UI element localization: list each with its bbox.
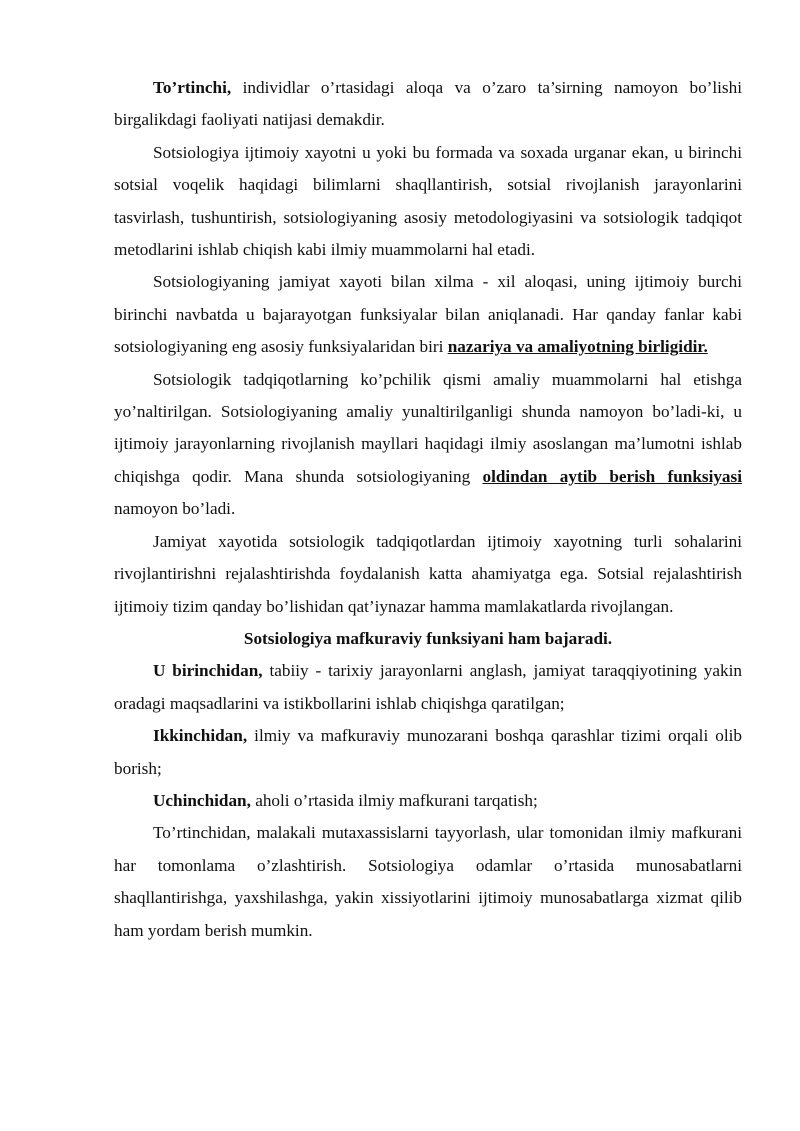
section-heading: Sotsiologiya mafkuraviy funksiyani ham bajaradi. (243, 628, 613, 648)
list-paragraph-2 (114, 720, 742, 785)
list-paragraph-2-text: ilmiy va mafkuraviy munozarani boshqa qarashlar tizimi orqali olib borish; (114, 726, 742, 778)
list-paragraph-3-text: aholi o’rtasida ilmiy mafkurani tarqatish; (250, 790, 538, 810)
list-paragraph-3 (114, 785, 742, 817)
paragraph-3-text: Sotsiologiyaning jamiyat xayoti bilan xilma - xil aloqasi, uning ijtimoiy burchi birinchi navbatda u bajarayotgan funksiyalar bilan aniqlanadi. Har qanday fanlar kabi sotsiologiyaning eng asosiy funksiyalaridan biri (114, 272, 742, 357)
list-paragraph-1 (114, 655, 742, 720)
list-paragraph-2-lead: Ikkinchidan, (153, 726, 248, 746)
paragraph-4-text: Sotsiologik tadqiqotlarning ko’pchilik qismi amaliy muammolarni hal etishga yo’naltirilgan. Sotsiologiyaning amaliy yunaltirilganligi shunda namoyon bo’ladi-ki, u ijtimoiy jarayonlarning rivojlanish mayllari haqidagi ilmiy asoslangan ma’lumotni ishlab chiqishga qodir. Mana shunda sotsiologiyaning (114, 369, 742, 486)
paragraph-1-lead: To’rtinchi, (153, 78, 232, 97)
paragraph-2-text: Sotsiologiya ijtimoiy xayotni u yoki bu formada va soxada urganar ekan, u birinchi sotsial voqelik haqidagi bilimlarni shaqllantirish, sotsial rivojlanish jarayonlarini tasvirlash, tushuntirish, sotsiologiyaning asosiy metodologiyasini va sotsiologik tadqiqot metodlarini ishlab chiqish kabi ilmiy muammolarni hal etadi. (114, 142, 742, 260)
paragraph-2 (114, 137, 742, 267)
list-paragraph-1-text: tabiiy - tarixiy jarayonlarni anglash, jamiyat taraqqiyotining yakin oradagi maqsadlarini va istikbollarini ishlab chiqishga qaratilgan; (114, 661, 742, 713)
paragraph-1 (114, 72, 742, 137)
list-paragraph-1-lead: U birinchidan, (153, 661, 263, 681)
list-paragraph-3-lead: Uchinchidan, (153, 790, 251, 810)
paragraph-4 (114, 364, 742, 526)
list-paragraph-4-text: To’rtinchidan, malakali mutaxassislarni tayyorlash, ular tomonidan ilmiy mafkurani har tomonlama o’zlashtirish. Sotsiologiya odamlar o’rtasida munosabatlarni shaqllantirishga, yaxshilashga, yakin xissiyotlarini ijtimoiy munosabatlarga xizmat qilib ham yordam berish mumkin. (114, 823, 742, 940)
document-body (114, 72, 742, 947)
paragraph-3 (114, 266, 742, 363)
paragraph-3-emphasis: nazariya va amaliyotning birligidir. (447, 337, 708, 357)
paragraph-4-tail: namoyon bo’ladi. (114, 499, 236, 519)
paragraph-5 (114, 526, 742, 623)
paragraph-4-emphasis: oldindan aytib berish funksiyasi (482, 466, 742, 486)
list-paragraph-4 (114, 817, 742, 947)
paragraph-5-text: Jamiyat xayotida sotsiologik tadqiqotlardan ijtimoiy xayotning turli sohalarini rivojlantirishni rejalashtirishda foydalanish katta ahamiyatga ega. Sotsial rejalashtirish ijtimoiy tizim qanday bo’lishidan qat’iynazar hamma mamlakatlarda rivojlangan. (114, 531, 742, 616)
paragraph-1-text: individlar o’rtasidagi aloqa va o’zaro ta’sirning namoyon bo’lishi birgalikdagi faoliyati natijasi demakdir. (114, 78, 742, 130)
